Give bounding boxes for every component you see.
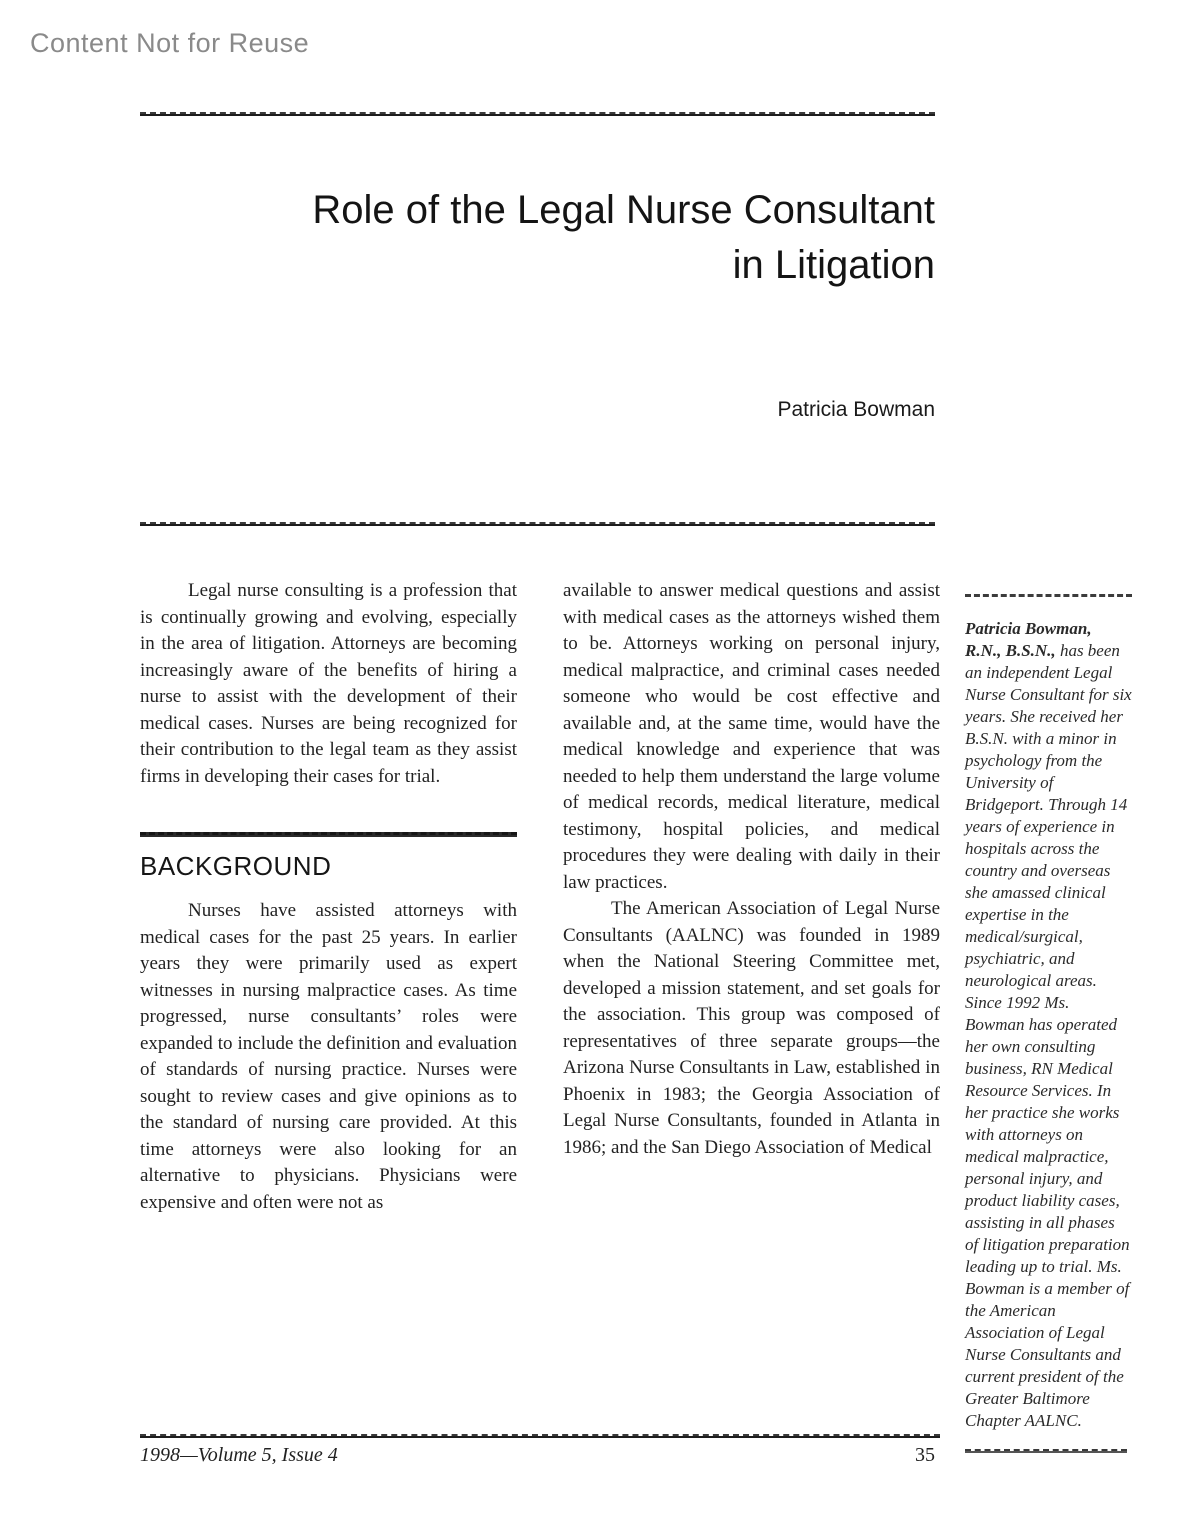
background-heading: BACKGROUND bbox=[140, 851, 332, 881]
article-author: Patricia Bowman bbox=[777, 398, 935, 421]
intro-paragraph: Legal nurse consulting is a profession that is continually growing and evolving, especially in the area of litigation. Attorneys are becoming increasingly aware of the benefits of hiring a nurse to assist with the development of their medical cases. Nurses are being recognized for their contribution to the legal team as they assist firms in developing their cases for trial. bbox=[140, 580, 517, 787]
author-bio-body: has been an independent Legal Nurse Consultant for six years. She received her B.S.N. with a minor in psychology from the University of Bridgeport. Through 14 years of experience in hospitals across the country and overseas she amassed clinical expertise in the medical/surgical, psychiatric, and neurological areas. Since 1992 Ms. Bowman has operated her own consulting business, RN Medical Resource Services. In her practice she works with attorneys on medical malpractice, personal injury, and product liability cases, assisting in all phases of litigation preparation leading up to trial. Ms. Bowman is a member of the American Association of Legal Nurse Consultants and current president of the Greater Baltimore Chapter AALNC. bbox=[965, 641, 1132, 1430]
author-bio-name: Patricia Bowman, R.N., B.S.N., bbox=[965, 619, 1092, 660]
watermark-text: Content Not for Reuse bbox=[30, 28, 310, 58]
title-separator-rule bbox=[140, 522, 935, 526]
bio-bottom-rule bbox=[965, 1449, 1127, 1453]
header-rule bbox=[140, 112, 935, 116]
footer-rule bbox=[140, 1434, 940, 1438]
column2-paragraph-2: The American Association of Legal Nurse Consultants (AALNC) was founded in 1989 when the National Steering Committee met, developed a mission statement, and set goals for the association. This group was composed of representatives of three separate groups—the Arizona Nurse Consultants in Law, established in Phoenix in 1983; the Georgia Association of Legal Nurse Consultants, founded in Atlanta in 1986; and the San Diego Association of Medical bbox=[563, 898, 940, 1158]
column-left bbox=[140, 578, 517, 1216]
article-title-line1: Role of the Legal Nurse Consultant bbox=[312, 188, 935, 232]
article-title-line2: in Litigation bbox=[732, 243, 935, 287]
author-bio-text bbox=[965, 618, 1132, 1432]
column2-paragraph-1: available to answer medical questions and assist with medical cases as the attorneys wished them to be. Attorneys working on personal injury, medical malpractice, and criminal cases needed someone who would be cost effective and available and, at the same time, would have the medical knowledge and experience that was needed to help them understand the large volume of medical records, medical literature, medical testimony, hospital policies, and medical procedures they were dealing with daily in their law practices. bbox=[563, 580, 940, 893]
background-paragraph: Nurses have assisted attorneys with medical cases for the past 25 years. In earlier years they were primarily used as expert witnesses in nursing malpractice cases. As time progressed, nurse consultants’ roles were expanded to include the definition and evaluation of standards of nursing practice. Nurses were sought to review cases and give opinions as to the standard of nursing care provided. At this time attorneys were also looking for an alternative to physicians. Physicians were expensive and often were not as bbox=[140, 900, 517, 1213]
section-heading-rule bbox=[140, 832, 517, 837]
column-middle bbox=[563, 578, 940, 1161]
article-title bbox=[200, 183, 935, 293]
author-bio-sidebar bbox=[965, 594, 1132, 1453]
footer-page-number: 35 bbox=[915, 1444, 935, 1466]
footer-issue-info: 1998—Volume 5, Issue 4 bbox=[140, 1444, 338, 1466]
